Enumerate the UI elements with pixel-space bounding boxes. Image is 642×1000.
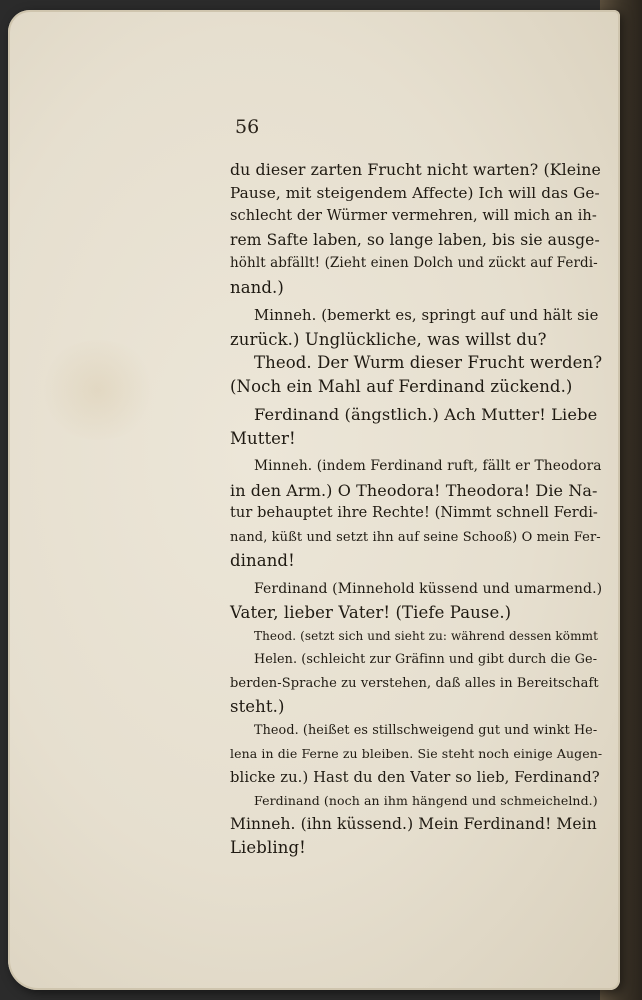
text-line: höhlt abfällt! (Zieht einen Dolch und zückt auf Ferdi- (230, 255, 598, 271)
text-line: Liebling! (230, 838, 306, 857)
text-line: du dieser zarten Frucht nicht warten? (Kleine (230, 160, 601, 179)
paper-stain (38, 340, 158, 440)
text-line: blicke zu.) Hast du den Vater so lieb, Ferdinand? (230, 768, 600, 786)
text-line: berden-Sprache zu verstehen, daß alles in Bereitschaft (230, 675, 599, 691)
text-line: nand.) (230, 277, 284, 297)
text-line: in den Arm.) O Theodora! Theodora! Die Na- (230, 480, 598, 500)
text-line: steht.) (230, 697, 285, 716)
text-line: Theod. Der Wurm dieser Frucht werden? (254, 353, 603, 372)
text-line: Minneh. (ihn küssend.) Mein Ferdinand! Mein (230, 814, 597, 833)
text-line: (Noch ein Mahl auf Ferdinand zückend.) (230, 376, 573, 396)
text-line: Minneh. (bemerkt es, springt auf und hält sie (254, 307, 599, 324)
text-line: Mutter! (230, 428, 296, 448)
text-line: Theod. (setzt sich und sieht zu: während dessen kömmt (254, 628, 599, 643)
text-line: Theod. (heißet es stillschweigend gut und winkt He- (254, 722, 598, 738)
text-line: schlecht der Würmer vermehren, will mich an ih- (230, 208, 597, 224)
text-line: Helen. (schleicht zur Gräfinn und gibt durch die Ge- (254, 652, 598, 667)
text-line: rem Safte laben, so lange laben, bis sie ausge- (230, 230, 600, 249)
text-line: Ferdinand (ängstlich.) Ach Mutter! Liebe (254, 405, 598, 424)
text-line: nand, küßt und setzt ihn auf seine Schooß) O mein Fer- (230, 529, 601, 545)
text-line: lena in die Ferne zu bleiben. Sie steht noch einige Augen- (230, 746, 603, 761)
text-line: Ferdinand (noch an ihm hängend und schmeichelnd.) (254, 793, 598, 808)
text-line: zurück.) Unglückliche, was willst du? (230, 329, 547, 349)
page-number: 56 (235, 116, 260, 138)
text-line: Minneh. (indem Ferdinand ruft, fällt er Theodora (254, 458, 602, 474)
page-text (230, 158, 602, 860)
text-line: dinand! (230, 551, 295, 570)
book-page (8, 10, 620, 990)
text-line: tur behauptet ihre Rechte! (Nimmt schnell Ferdi- (230, 505, 598, 521)
text-line: Vater, lieber Vater! (Tiefe Pause.) (230, 603, 512, 622)
text-line: Pause, mit steigendem Affecte) Ich will das Ge- (230, 183, 600, 202)
text-line: Ferdinand (Minnehold küssend und umarmend.) (254, 580, 603, 597)
